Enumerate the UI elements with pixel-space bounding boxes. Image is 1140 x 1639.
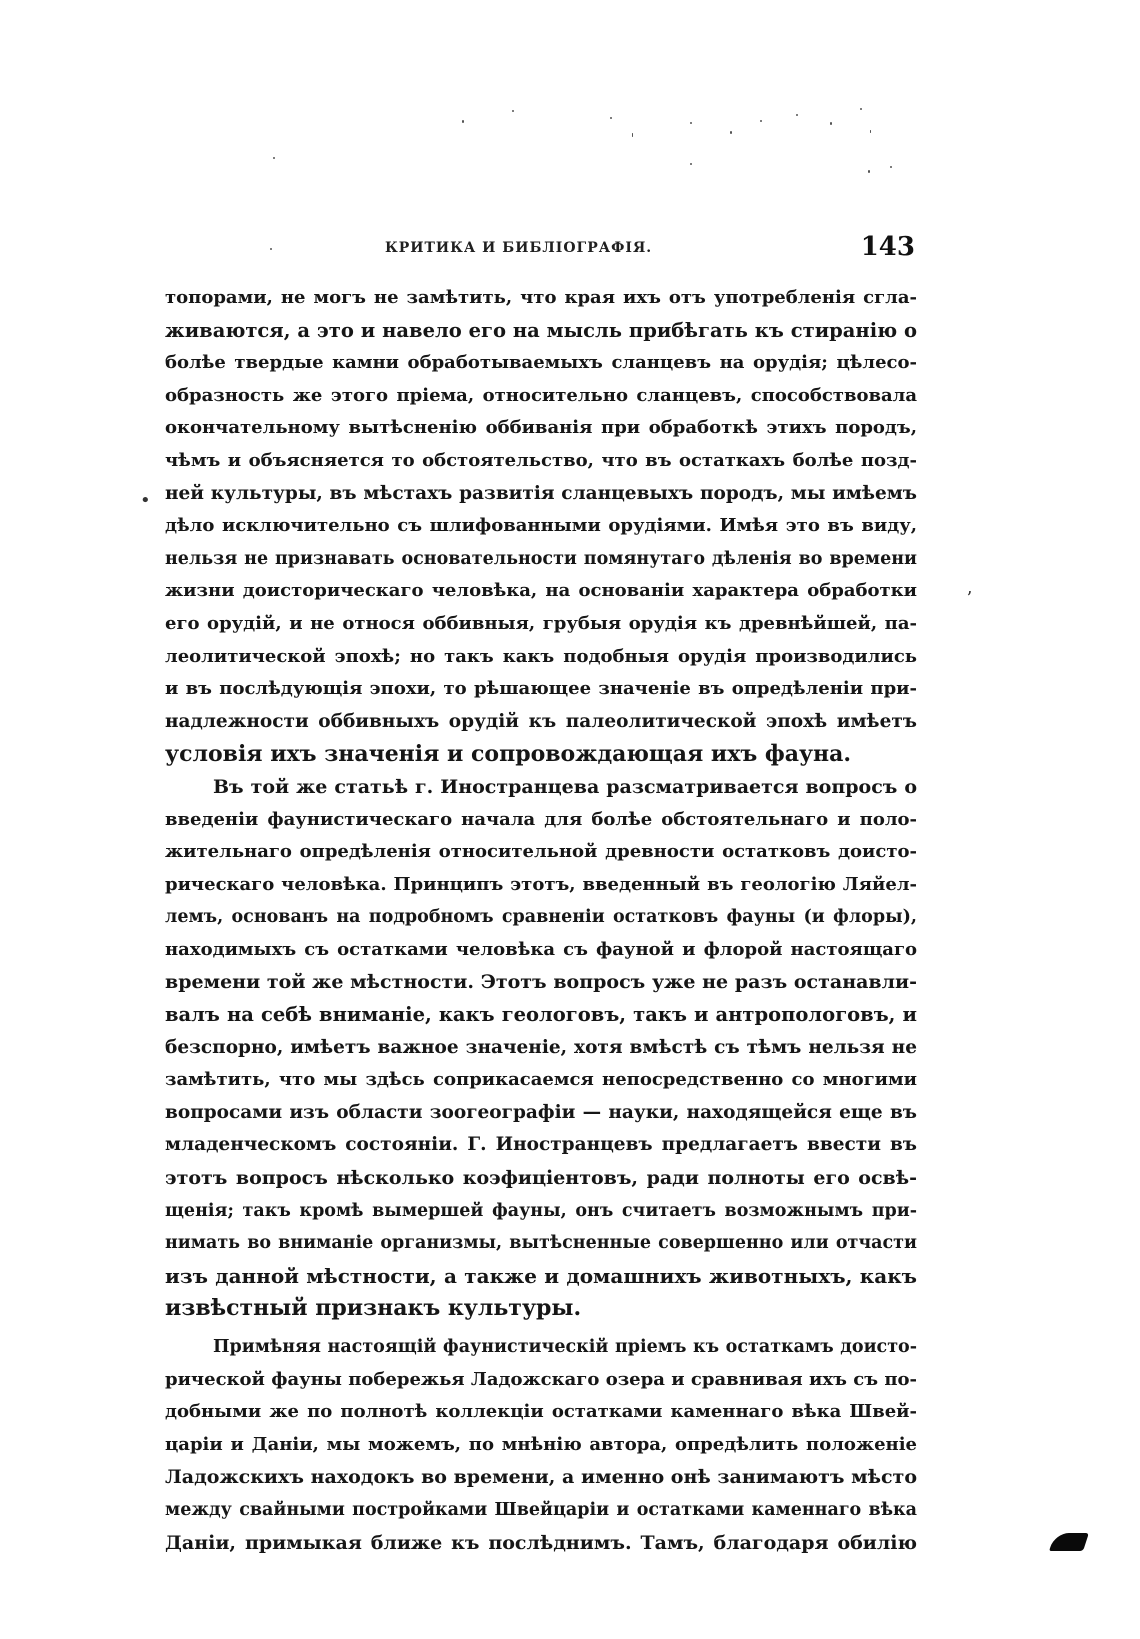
text-line: безспорно, имѣетъ важное значеніе, хотя вмѣстѣ съ тѣмъ нельзя не [165, 1036, 917, 1058]
paragraph-3 [165, 1331, 917, 1559]
text-line: жительнаго опредѣленія относительной древности остатковъ доисто- [165, 841, 917, 863]
text-line: условія ихъ значенія и сопровождающая ихъ фауна. [165, 741, 852, 768]
text-line: этотъ вопросъ нѣсколько коэфиціентовъ, ради полноты его освѣ- [165, 1167, 917, 1190]
margin-dot: • [140, 490, 151, 511]
text-line: рическаго человѣка. Принципъ этотъ, введенный въ геологію Ляйел- [165, 873, 917, 895]
text-line: и въ послѣдующія эпохи, то рѣшающее значеніе въ опредѣленіи при- [165, 678, 917, 700]
scan-speck [512, 110, 514, 112]
text-line: дѣло исключительно съ шлифованными орудіями. Имѣя это въ виду, [165, 515, 917, 537]
text-line: жизни доисторическаго человѣка, на основаніи характера обработки [165, 580, 917, 602]
text-line: находимыхъ съ остатками человѣка съ фауной и флорой настоящаго [165, 938, 917, 960]
text-line: между свайными постройками Швейцаріи и остатками каменнаго вѣка [165, 1499, 917, 1520]
scan-speck [610, 117, 612, 119]
scan-speck [632, 133, 633, 137]
text-line: лемъ, основанъ на подробномъ сравненіи остатковъ фауны (и флоры), [165, 907, 917, 928]
text-line: изъ данной мѣстности, а также и домашнихъ животныхъ, какъ [165, 1263, 917, 1288]
paragraph-1 [165, 282, 917, 771]
text-line: окончательному вытѣсненію оббиванія при обработкѣ этихъ породъ, [165, 417, 917, 439]
paragraph-2 [165, 771, 917, 1325]
text-line: живаются, а это и навело его на мысль прибѣгать къ стиранію о [165, 318, 917, 342]
text-line: образность же этого пріема, относительно сланцевъ, способствовала [165, 384, 917, 406]
text-line: надлежности оббивныхъ орудій къ палеолитической эпохѣ имѣетъ [165, 710, 917, 732]
text-line: извѣстный признакъ культуры. [165, 1295, 582, 1322]
text-line: царіи и Даніи, мы можемъ, по мнѣнію автора, опредѣлить положеніе [165, 1433, 917, 1455]
scan-speck [830, 122, 832, 125]
scan-speck [730, 131, 732, 134]
text-line: топорами, не могъ не замѣтить, что края ихъ отъ употребленія сгла- [165, 287, 917, 308]
margin-tick: ʼ [966, 588, 972, 609]
text-line: нимать во вниманіе организмы, вытѣсненные совершенно или отчасти [165, 1233, 917, 1254]
scan-speck [690, 163, 692, 165]
text-line: добными же по полнотѣ коллекціи остатками каменнаго вѣка Швей- [165, 1401, 917, 1423]
running-title: КРИТИКА И БИБЛІОГРАФІЯ. [385, 240, 653, 256]
text-line: Ладожскихъ находокъ во времени, а именно онѣ занимаютъ мѣсто [165, 1466, 917, 1489]
text-line: валъ на себѣ вниманіе, какъ геологовъ, такъ и антропологовъ, и [165, 1003, 917, 1027]
text-line: его орудій, и не относя оббивныя, грубыя орудія къ древнѣйшей, па- [165, 612, 917, 634]
text-line: времени той же мѣстности. Этотъ вопросъ уже не разъ останавли- [165, 971, 917, 994]
text-line: рической фауны побережья Ладожскаго озера и сравнивая ихъ съ по- [165, 1368, 917, 1390]
page-number: 143 [860, 232, 915, 262]
scan-speck [273, 157, 275, 159]
text-line: вопросами изъ области зоогеографіи — науки, находящейся еще въ [165, 1101, 917, 1123]
text-line: леолитической эпохѣ; но такъ какъ подобныя орудія производились [165, 645, 917, 667]
text-line: Даніи, примыкая ближе къ послѣднимъ. Тамъ, благодаря обилію [165, 1531, 917, 1554]
scan-speck [860, 108, 862, 110]
scan-speck [796, 114, 798, 116]
text-line: введеніи фаунистическаго начала для болѣе обстоятельнаго и поло- [165, 808, 917, 830]
text-line: младенческомъ состояніи. Г. Иностранцевъ предлагаетъ ввести въ [165, 1134, 917, 1156]
scan-speck [760, 120, 762, 122]
scan-speck [462, 120, 464, 123]
text-line: Въ той же статьѣ г. Иностранцева разсматривается вопросъ о [213, 775, 917, 798]
text-line: замѣтить, что мы здѣсь соприкасаемся непосредственно со многими [165, 1069, 917, 1091]
scan-speck [890, 166, 892, 168]
text-line: чѣмъ и объясняется то обстоятельство, что въ остаткахъ болѣе позд- [165, 449, 917, 471]
scan-speck [868, 170, 870, 173]
scan-speck [690, 122, 692, 124]
running-head [160, 232, 915, 266]
text-line: Примѣняя настоящій фаунистическій пріемъ къ остаткамъ доисто- [213, 1337, 917, 1357]
ink-blot [1049, 1533, 1089, 1551]
body-text [165, 282, 917, 1559]
text-line: болѣе твердые камни обработываемыхъ сланцевъ на орудія; цѣлесо- [165, 352, 917, 374]
text-line: нельзя не признавать основательности помянутаго дѣленія во времени [165, 548, 917, 569]
text-line: щенія; такъ кромѣ вымершей фауны, онъ считаетъ возможнымъ при- [165, 1200, 917, 1221]
scan-speck [870, 130, 871, 133]
text-line: ней культуры, въ мѣстахъ развитія сланцевыхъ породъ, мы имѣемъ [165, 482, 917, 504]
